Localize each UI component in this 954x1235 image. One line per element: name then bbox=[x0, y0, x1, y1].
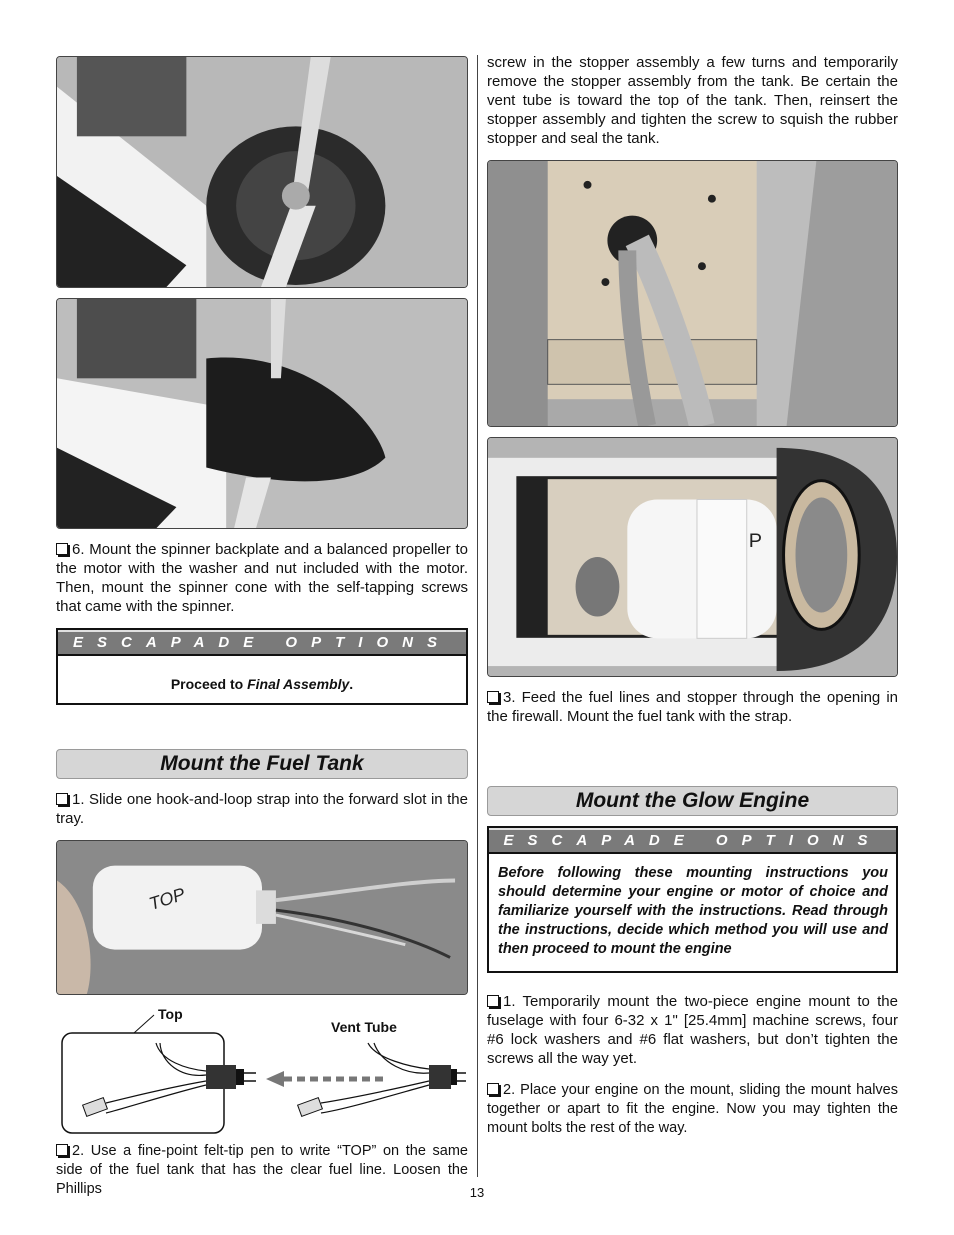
checkbox-icon[interactable] bbox=[56, 793, 68, 805]
fuel-tank-installed-photo bbox=[487, 437, 898, 677]
escapade-options-box-left bbox=[56, 628, 468, 705]
mount-glow-engine-heading: Mount the Glow Engine bbox=[487, 786, 898, 816]
escapade-options-box-right bbox=[487, 826, 898, 973]
firewall-fuel-line-photo bbox=[487, 160, 898, 427]
final-assembly-link: Final Assembly bbox=[247, 676, 350, 692]
step3-text: 3. Feed the fuel lines and stopper through the opening in the firewall. Mount the fuel tank with the strap. bbox=[487, 689, 898, 725]
spinner-cone-photo bbox=[56, 298, 468, 529]
column-divider bbox=[477, 55, 478, 1177]
glow-step2-text: 2. Place your engine on the mount, sliding the mount halves together or apart to fit the engine. Now you may tighten the mount bolts the rest of the way. bbox=[487, 1082, 898, 1136]
diagram-label-top: Top bbox=[158, 1006, 183, 1022]
checkbox-icon[interactable] bbox=[487, 1083, 499, 1095]
mount-fuel-tank-heading: Mount the Fuel Tank bbox=[56, 749, 468, 779]
checkbox-icon[interactable] bbox=[487, 691, 499, 703]
escapade-options-header: ESCAPADE OPTIONS bbox=[489, 828, 896, 854]
fuel-step1-text: 1. Slide one hook-and-loop strap into the forward slot in the tray. bbox=[56, 791, 468, 827]
checkbox-icon[interactable] bbox=[487, 995, 499, 1007]
fuel-step2-text: 2. Use a fine-point felt-tip pen to write “TOP” on the same side of the fuel tank that has the clear fuel line. Loosen the Phillips bbox=[56, 1143, 468, 1197]
options-instructions-text: Before following these mounting instructions you should determine your engine or motor of choice and familiarize yourself with the instructions. Read through the instructions, decide which method you will use and then proceed to mount the engine bbox=[498, 865, 888, 957]
motor-propeller-photo bbox=[56, 56, 468, 288]
diagram-label-vent-tube: Vent Tube bbox=[331, 1019, 397, 1035]
tank-p-marking: P bbox=[748, 530, 762, 553]
tank-top-marking: TOP bbox=[146, 883, 188, 914]
checkbox-icon[interactable] bbox=[56, 543, 68, 555]
step6-text: 6. Mount the spinner backplate and a balanced propeller to the motor with the washer and nut included with the motor. Then, mount the spinner cone with the self-tapping screws that came with the spinner. bbox=[56, 541, 468, 615]
glow-step1-text: 1. Temporarily mount the two-piece engine mount to the fuselage with four 6-32 x 1" [25.4mm] machine screws, four #6 lock washers and #6 flat washers, but don’t tighten the screws all the way yet. bbox=[487, 993, 898, 1067]
proceed-text: Proceed to Final Assembly. bbox=[170, 676, 354, 692]
fuel-tank-photo bbox=[56, 840, 468, 995]
stopper-diagram-drawing bbox=[56, 1003, 468, 1138]
checkbox-icon[interactable] bbox=[56, 1144, 68, 1156]
page-number: 13 bbox=[469, 1185, 485, 1200]
escapade-options-header: ESCAPADE OPTIONS bbox=[58, 630, 466, 656]
continuation-text: screw in the stopper assembly a few turns and temporarily remove the stopper assembly from the tank. Be certain the vent tube is toward the top of the tank. Then, reinsert the stopper assembly and tighten the screw to squish the rubber stopper and seal the tank. bbox=[487, 54, 898, 147]
stopper-diagram bbox=[56, 1003, 468, 1138]
